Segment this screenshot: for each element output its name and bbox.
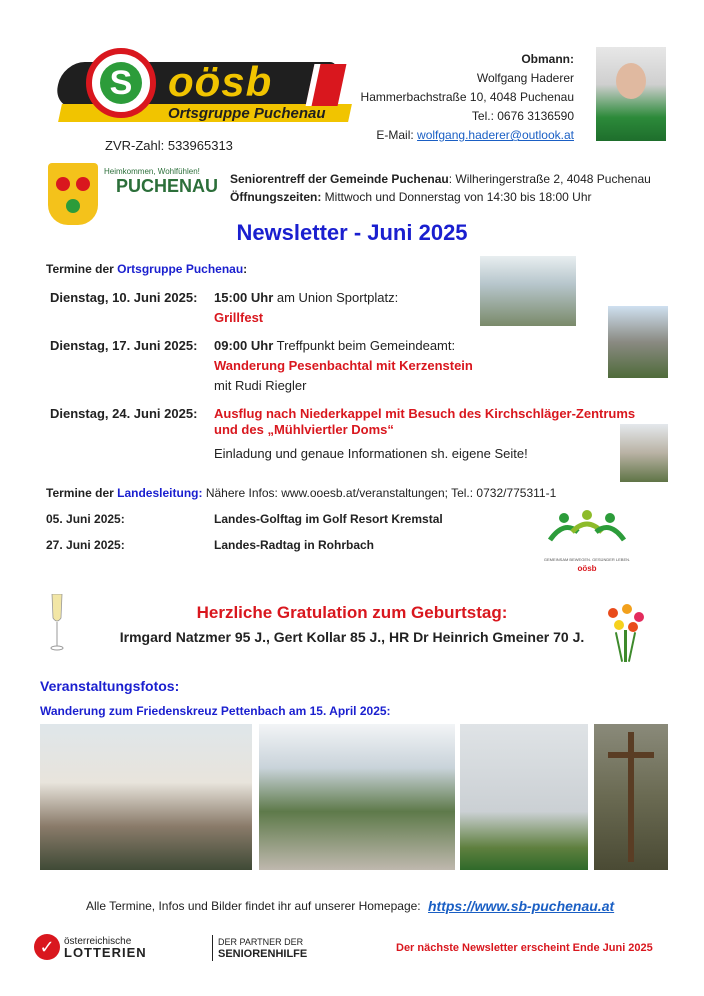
event-date: Dienstag, 10. Juni 2025:	[50, 290, 198, 305]
obmann-tel: Tel.: 0676 3136590	[471, 109, 574, 123]
puchenau-name: PUCHENAU	[116, 176, 219, 196]
partner-line2: SENIORENHILFE	[218, 948, 308, 960]
gemeinsam-bewegen-badge	[542, 510, 632, 578]
lotterien-line2: LOTTERIEN	[64, 945, 147, 960]
next-newsletter-note: Der nächste Newsletter erscheint Ende Juni 2025	[396, 942, 653, 954]
partner-line1: DER PARTNER DER	[218, 937, 304, 947]
landes-heading	[46, 486, 556, 501]
church-photo	[620, 424, 668, 482]
zvr-number: ZVR-Zahl: 533965313	[105, 138, 233, 153]
obmann-name: Wolfgang Haderer	[476, 71, 574, 85]
portrait-face	[616, 63, 646, 99]
logo-wordmark: oösb	[168, 58, 273, 105]
puchenau-coat-of-arms	[48, 163, 98, 225]
logo-emblem-letter: S	[100, 62, 142, 104]
newsletter-title: Newsletter - Juni 2025	[236, 220, 468, 245]
landes-event-date: 05. Juni 2025:	[46, 512, 125, 526]
lotterien-line1: österreichische	[64, 936, 132, 947]
ortsgruppe-heading-prefix: Termine der	[46, 262, 118, 276]
kerzenstein-photo	[608, 306, 668, 378]
landes-heading-info: Nähere Infos: www.ooesb.at/veranstaltungen; Tel.: 0732/775311-1	[202, 486, 557, 500]
logo-subtitle: Ortsgruppe Puchenau	[168, 105, 326, 122]
landes-event-title: Landes-Radtag in Rohrbach	[214, 538, 375, 552]
puchenau-tagline: Heimkommen, Wohlfühlen!	[104, 167, 200, 176]
obmann-email-link[interactable]: wolfgang.haderer@outlook.at	[417, 128, 574, 142]
event-time: 15:00 Uhr	[214, 290, 274, 305]
lotterien-partner	[218, 936, 307, 960]
photos-subheading: Wanderung zum Friedenskreuz Pettenbach am 15. April 2025:	[40, 704, 391, 718]
birthday-names: Irmgard Natzmer 95 J., Gert Kollar 85 J., HR Dr Heinrich Gmeiner 70 J.	[119, 629, 585, 645]
event-details	[214, 290, 398, 306]
ortsgruppe-heading-suffix: :	[243, 262, 248, 276]
divider	[212, 935, 213, 961]
landes-heading-prefix: Termine der	[46, 486, 118, 500]
obmann-portrait-photo	[596, 47, 666, 141]
event-title: Wanderung Pesenbachtal mit Kerzenstein	[214, 358, 473, 373]
event-place: Treffpunkt beim Gemeindeamt:	[273, 338, 456, 353]
homepage-link[interactable]: https://www.sb-puchenau.at	[428, 898, 615, 914]
badge-logo: oösb	[577, 564, 597, 573]
opening-hours-label: Öffnungszeiten:	[230, 190, 322, 204]
event-note: Einladung und genaue Informationen sh. eigene Seite!	[214, 446, 528, 461]
seniorentreff-label: Seniorentreff der Gemeinde Puchenau	[230, 172, 449, 186]
opening-hours-line	[230, 190, 592, 205]
tree-icon	[66, 199, 80, 213]
logo-emblem	[86, 48, 156, 118]
homepage-text: Alle Termine, Infos und Bilder findet ihr auf unserer Homepage:	[86, 899, 421, 913]
event-details	[214, 338, 455, 354]
seniorentreff-line	[230, 172, 651, 187]
obmann-label: Obmann:	[521, 52, 574, 66]
seniorentreff-address: : Wilheringerstraße 2, 4048 Puchenau	[448, 172, 651, 186]
event-time: 09:00 Uhr	[214, 338, 274, 353]
grillfest-photo	[480, 256, 576, 326]
lotterien-logo-text	[64, 936, 147, 958]
obmann-block	[352, 52, 574, 143]
photos-heading: Veranstaltungsfotos:	[40, 678, 180, 694]
landes-event-title: Landes-Golftag im Golf Resort Kremstal	[214, 512, 443, 526]
event-photo-cross	[594, 724, 668, 870]
obmann-email-row	[352, 128, 574, 143]
flower-bouquet-icon	[604, 604, 646, 664]
people-figures-icon	[542, 510, 632, 552]
coat-of-arms-shield	[48, 163, 98, 225]
tree-icon	[56, 177, 70, 191]
event-date: Dienstag, 24. Juni 2025:	[50, 406, 198, 421]
ortsgruppe-heading-name: Ortsgruppe Puchenau	[117, 262, 244, 276]
event-title: Ausflug nach Niederkappel mit Besuch des Kirchschläger-Zentrums und des „Mühlviertler Doms“	[214, 406, 636, 437]
landes-heading-name: Landesleitung:	[117, 486, 203, 500]
ortsgruppe-heading	[46, 262, 247, 277]
obmann-address: Hammerbachstraße 10, 4048 Puchenau	[360, 90, 574, 104]
lotterien-logo-icon: ✓	[34, 934, 60, 960]
obmann-email-label: E-Mail:	[376, 128, 414, 142]
oosb-logo	[58, 44, 350, 132]
badge-caption: GEMEINSAM BEWEGEN. GESÜNDER LEBEN.	[543, 557, 631, 562]
event-date: Dienstag, 17. Juni 2025:	[50, 338, 198, 353]
tree-icon	[76, 177, 90, 191]
event-place: am Union Sportplatz:	[273, 290, 399, 305]
event-photo-group	[40, 724, 252, 870]
event-guide: mit Rudi Riegler	[214, 378, 307, 393]
opening-hours-text: Mittwoch und Donnerstag von 14:30 bis 18:00 Uhr	[321, 190, 592, 204]
birthday-heading: Herzliche Gratulation zum Geburtstag:	[196, 603, 508, 622]
landes-event-date: 27. Juni 2025:	[46, 538, 125, 552]
event-title: Grillfest	[214, 310, 264, 325]
event-photo-tree	[460, 724, 588, 870]
event-photo-summit	[259, 724, 455, 870]
